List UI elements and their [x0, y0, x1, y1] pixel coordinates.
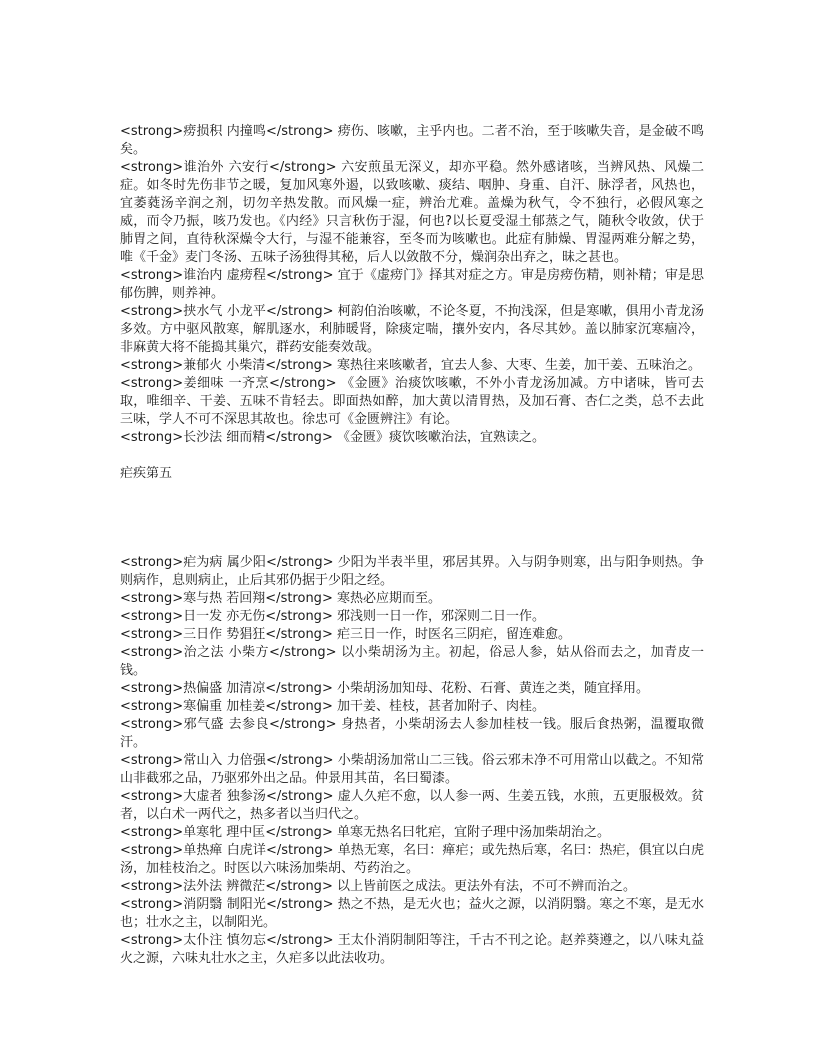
verse-entry: <strong>寒与热 若回翔</strong> 寒热必应期而至。	[120, 591, 441, 606]
verse-entry: <strong>痨损积 内撞鸣</strong> 痨伤、咳嗽，主乎内也。二者不治，至于咳嗽失音，是金破不鸣矣。	[120, 124, 704, 157]
verse-entry: <strong>消阴翳 制阳光</strong> 热之不热，是无火也；益火之源，以消阴翳。寒之不寒，是无水也；壮水之主，以制阳光。	[120, 897, 704, 930]
section-heading: 疟疾第五	[120, 466, 173, 481]
verse-entry: <strong>挟水气 小龙平</strong> 柯韵伯治咳嗽，不论冬夏，不拘浅深，但是寒嗽，俱用小青龙汤多效。方中驱风散寒，解肌逐水，利肺暖肾，除痰定喘，攘外安内，各尽其妙。盖以肺家沉寒痼冷，非麻黄大将不能捣其巢穴，群药安能奏效哉。	[120, 304, 704, 355]
cough-section	[120, 123, 704, 447]
verse-entry: <strong>三日作 势猖狂</strong> 疟三日一作，时医名三阴疟，留连难愈。	[120, 627, 571, 642]
verse-entry: <strong>寒偏重 加桂姜</strong> 加干姜、桂枝，甚者加附子、肉桂。	[120, 699, 545, 714]
malaria-section	[120, 554, 704, 968]
verse-entry: <strong>谁治内 虚痨程</strong> 宜于《虚痨门》择其对症之方。审是房痨伤精，则补精；审是思郁伤脾，则养神。	[120, 268, 704, 301]
verse-entry: <strong>日一发 亦无伤</strong> 邪浅则一日一作，邪深则二日一作。	[120, 609, 545, 624]
verse-entry: <strong>姜细味 一齐烹</strong> 《金匮》治痰饮咳嗽，不外小青龙汤加减。方中诸味，皆可去取，唯细辛、干姜、五味不肯轻去。即面热如醉，加大黄以清胃热，及加石膏、杏仁之类，总不去此三味，学人不可不深思其故也。徐忠可《金匮辨注》有论。	[120, 376, 704, 427]
verse-entry: <strong>法外法 辨微茫</strong> 以上皆前医之成法。更法外有法，不可不辨而治之。	[120, 879, 636, 894]
document-page	[120, 123, 704, 968]
verse-entry: <strong>兼郁火 小柴清</strong> 寒热往来咳嗽者，宜去人参、大枣、生姜，加干姜、五味治之。	[120, 358, 701, 373]
verse-entry: <strong>单热瘅 白虎详</strong> 单热无寒，名曰：瘅疟；或先热后寒，名曰：热疟，俱宜以白虎汤，加桂枝治之。时医以六味汤加柴胡、芍药治之。	[120, 843, 704, 876]
verse-entry: <strong>长沙法 细而精</strong> 《金匮》痰饮咳嗽治法，宜熟读之。	[120, 430, 545, 445]
verse-entry: <strong>邪气盛 去参良</strong> 身热者，小柴胡汤去人参加桂枝一钱。服后食热粥，温覆取微汗。	[120, 717, 704, 750]
verse-entry: <strong>常山入 力倍强</strong> 小柴胡汤加常山二三钱。俗云邪未净不可用常山以截之。不知常山非截邪之品，乃驱邪外出之品。仲景用其苗，名曰蜀漆。	[120, 753, 704, 786]
verse-entry: <strong>大虚者 独参汤</strong> 虚人久疟不愈，以人参一两、生姜五钱，水煎，五更服极效。贫者，以白术一两代之，热多者以当归代之。	[120, 789, 704, 822]
verse-entry: <strong>单寒牝 理中匡</strong> 单寒无热名曰牝疟，宜附子理中汤加柴胡治之。	[120, 825, 610, 840]
verse-entry: <strong>疟为病 属少阳</strong> 少阳为半表半里，邪居其界。入与阴争则寒，出与阳争则热。争则病作，息则病止，止后其邪仍据于少阳之经。	[120, 555, 704, 588]
verse-entry: <strong>治之法 小柴方</strong> 以小柴胡汤为主。初起，俗忌人参，姑从俗而去之，加青皮一钱。	[120, 645, 704, 678]
verse-entry: <strong>太仆注 慎勿忘</strong> 王太仆消阴制阳等注，千古不刊之论。赵养葵遵之，以八味丸益火之源，六味丸壮水之主，久疟多以此法收功。	[120, 933, 704, 966]
verse-entry: <strong>谁治外 六安行</strong> 六安煎虽无深义，却亦平稳。然外感诸咳，当辨风热、风燥二症。如冬时先伤非节之暖，复加风寒外遏，以致咳嗽、痰结、咽肿、身重、自汗、脉浮者，风热也，宜萎蕤汤辛润之剂，切勿辛热发散。而风燥一症，辨治尤难。盖燥为秋气，令不独行，必假风寒之威，而令乃振，咳乃发也。《内经》只言秋伤于湿，何也?以长夏受湿土郁蒸之气，随秋令收敛，伏于肺胃之间，直待秋深燥令大行，与湿不能兼容，至冬而为咳嗽也。此症有肺燥、胃湿两难分解之势，唯《千金》麦门冬汤、五味子汤独得其秘，后人以敛散不分，燥润杂出弃之，昧之甚也。	[120, 160, 704, 265]
verse-entry: <strong>热偏盛 加清凉</strong> 小柴胡汤加知母、花粉、石膏、黄连之类，随宜择用。	[120, 681, 649, 696]
